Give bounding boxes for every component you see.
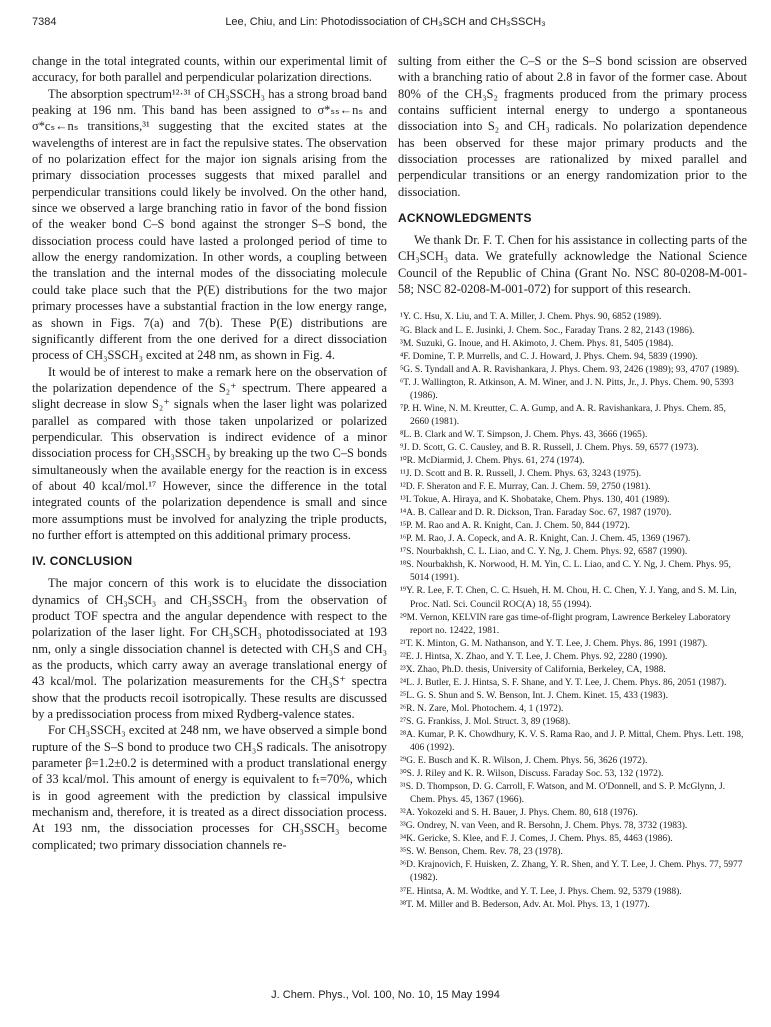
reference-item: ¹Y. C. Hsu, X. Liu, and T. A. Miller, J. Chem. Phys. 90, 6852 (1989). [400, 312, 662, 323]
reference-item: ¹³I. Tokue, A. Hiraya, and K. Shobatake, Chem. Phys. 130, 401 (1989). [400, 495, 670, 506]
reference-item: ²⁵L. G. S. Shun and S. W. Benson, Int. J. Chem. Kinet. 15, 433 (1983). [400, 690, 668, 701]
reference-item: ¹⁰R. McDiarmid, J. Chem. Phys. 61, 274 (1974). [400, 455, 585, 466]
reference-item: ²G. Black and L. E. Jusinki, J. Chem. Soc., Faraday Trans. 2 82, 2143 (1986). [400, 325, 695, 336]
acknowledgments-paragraph: We thank Dr. F. T. Chen for his assistance in collecting parts of the CH₃SCH₃ data. We gratefully acknowledge the National Science Council of the Republic of China (Grant No. NSC 80-0208-M-001-58; NSC 82-0208-M-001-072) for support of this research. [398, 233, 747, 297]
conclusion-paragraph: For CH₃SSCH₃ excited at 248 nm, we have observed a simple bond rupture of the S–S bond to produce two CH₃S radicals. The anisotropy parameter β=1.2±0.2 is determined with a product translational energy of 33 kcal/mol. This amount of energy is equivalent to fₜ=70%, which is in good agreement with the prediction by classical impulsive mechanism and, therefore, it is treated as a direct dissociation process. At 193 nm, the dissociation processes for CH₃SSCH₃ become complicated; two primary dissociation channels re- [32, 723, 387, 852]
reference-item: ³M. Suzuki, G. Inoue, and H. Akimoto, J. Chem. Phys. 81, 5405 (1984). [400, 338, 674, 349]
reference-item: ²⁶R. N. Zare, Mol. Photochem. 4, 1 (1972). [400, 703, 564, 714]
body-paragraph: It would be of interest to make a remark here on the observation of the polarization dependence of the S₂⁺ spectrum. There appeared a slight decrease in slow S₂⁺ signals when the laser light was polarized parallel as compared with those taken unpolarized or polarized perpendicular. This observation is indirect evidence of a minor dissociation process for CH₃SSCH₃ by breaking up the two C–S bonds simultaneously when the available energy for the reaction is in excess of about 40 kcal/mol.¹⁷ However, since the difference in the total integrated counts of the polarization dependence is small and since more assumptions must be involved for analyzing the triple products, no further effort is attempted on this additional primary process. [32, 364, 387, 542]
reference-item: ³¹S. D. Thompson, D. G. Carroll, F. Watson, and M. O'Donnell, and S. P. McGlynn, J. Chem. Phys. 45, 1367 (1966). [400, 782, 726, 806]
reference-item: ⁹J. D. Scott, G. C. Causley, and B. R. Russell, J. Chem. Phys. 59, 6577 (1973). [400, 442, 699, 453]
reference-item: ³⁰S. J. Riley and K. R. Wilson, Discuss. Faraday Soc. 53, 132 (1972). [400, 769, 664, 780]
reference-item: ¹⁷S. Nourbakhsh, C. L. Liao, and C. Y. Ng, J. Chem. Phys. 92, 6587 (1990). [400, 547, 688, 558]
reference-item: ¹⁴A. B. Callear and D. R. Dickson, Tran. Faraday Soc. 67, 1987 (1970). [400, 508, 672, 519]
reference-item: ²²E. J. Hintsa, X. Zhao, and Y. T. Lee, J. Chem. Phys. 92, 2280 (1990). [400, 651, 668, 662]
left-column [32, 53, 387, 853]
page-header [18, 14, 753, 34]
page-footer-citation: J. Chem. Phys., Vol. 100, No. 10, 15 May 1994 [271, 989, 500, 1001]
reference-item: ²⁸A. Kumar, P. K. Chowdhury, K. V. S. Rama Rao, and J. P. Mittal, Chem. Phys. Lett. 198, 406 (1992). [400, 729, 744, 754]
body-paragraph-continuation: sulting from either the C–S or the S–S bond scission are observed with a branching ratio of about 2.8 in favor of the former case. About 80% of the CH₃S₂ fragments produced from the primary process contains sufficient internal energy to undergo a spontaneous dissociation into S₂ and CH₃ radicals. No polarization dependence has been observed for these major primary products and the dissociation processes are rationalized by mixed parallel and perpendicular transitions or an energy randomization prior to the dissociation. [398, 54, 747, 199]
reference-item: ²³X. Zhao, Ph.D. thesis, University of California, Berkeley, CA, 1988. [400, 664, 666, 675]
section-heading-acknowledgments: ACKNOWLEDGMENTS [398, 211, 532, 226]
body-paragraph: The absorption spectrum¹²·³¹ of CH₃SSCH₃ has a strong broad band peaking at 196 nm. This band has been assigned to σ*ₛₛ←nₛ and σ*cₛ←nₛ transitions,³¹ suggesting that the excited states at the wavelengths of interest are in fact the repulsive states. The observation of no polarization effect for the major ion signals arising from the primary dissociation processes suggests that mixed parallel and perpendicular transitions could likely be involved. On the other hand, since we observed a large branching ratio in favor of the bond fission of the weaker bond C–S bond against the stronger S–S bond, the dissociation process could have lasted a prolonged period of time to allow the energy randomization. In other words, a coupling between the translation and the internal modes of the dissociating molecule could take place such that the P(E) distributions for the two major primary processes have a substantial fraction in the low energy range, as shown in Figs. 7(a) and 7(b). These P(E) distributions are significantly different from the one derived for a direct dissociation process of CH₃SSCH₃ excited at 248 nm, as shown in Fig. 4. [32, 86, 387, 363]
body-paragraph: change in the total integrated counts, within our experimental limit of accuracy, for both parallel and perpendicular polarization directions. [32, 54, 387, 85]
reference-item: ³³G. Ondrey, N. van Veen, and R. Bersohn, J. Chem. Phys. 78, 3732 (1983). [400, 821, 688, 832]
reference-item: ¹⁶P. M. Rao, J. A. Copeck, and A. R. Knight, Can. J. Chem. 45, 1369 (1967). [400, 534, 691, 545]
reference-item: ¹⁹Y. R. Lee, F. T. Chen, C. C. Hsueh, H. M. Chou, H. C. Chen, Y. J. Yang, and S. M. Lin, Proc. Natl. Sci. Council ROC(A) 18, 55 (1994). [400, 586, 737, 610]
reference-item: ¹⁸S. Nourbakhsh, K. Norwood, H. M. Yin, C. L. Liao, and C. Y. Ng, J. Chem. Phys. 95, 5014 (1991). [400, 560, 731, 584]
reference-item: ²⁹G. E. Busch and K. R. Wilson, J. Chem. Phys. 56, 3626 (1972). [400, 756, 648, 767]
running-title: Lee, Chiu, and Lin: Photodissociation of CH₃SCH and CH₃SSCH₃ [225, 16, 546, 28]
reference-item: ⁴F. Domine, T. P. Murrells, and C. J. Howard, J. Phys. Chem. 94, 5839 (1990). [400, 351, 698, 362]
page-number: 7384 [32, 16, 57, 28]
conclusion-paragraph: The major concern of this work is to elucidate the dissociation dynamics of CH₃SCH₃ and CH₃SSCH₃ from the observation of product TOF spectra and the angular dependence with respect to the polarization of the laser light. For CH₃SCH₃ photodissociated at 193 nm, only a single dissociation channel is detected with CH₃S and CH₃ as the products, which carry away an average translational energy of 43 kcal/mol. The polarization measurements for the CH₃S⁺ spectra show that the products recoil isotropically. These results are discussed by a predissociation process from mixed Rydberg-valence states. [32, 576, 387, 722]
reference-item: ³⁸T. M. Miller and B. Bederson, Adv. At. Mol. Phys. 13, 1 (1977). [400, 899, 650, 910]
reference-item: ¹¹J. D. Scott and B. R. Russell, J. Chem. Phys. 63, 3243 (1975). [400, 469, 642, 480]
reference-item: ⁷P. H. Wine, N. M. Kreutter, C. A. Gump, and A. R. Ravishankara, J. Phys. Chem. 85, 2660 (1981). [400, 403, 726, 427]
reference-item: ⁶T. J. Wallington, R. Atkinson, A. M. Winer, and J. N. Pitts, Jr., J. Phys. Chem. 90, 5393 (1986). [400, 377, 734, 401]
reference-item: ²¹T. K. Minton, G. M. Nathanson, and Y. T. Lee, J. Chem. Phys. 86, 1991 (1987). [400, 638, 708, 649]
reference-list [398, 311, 747, 911]
right-column [398, 53, 747, 912]
reference-item: ¹⁵P. M. Rao and A. R. Knight, Can. J. Chem. 50, 844 (1972). [400, 521, 630, 532]
reference-item: ⁵G. S. Tyndall and A. R. Ravishankara, J. Phys. Chem. 93, 2426 (1989); 93, 4707 (1989). [400, 364, 740, 375]
reference-item: ³⁵S. W. Benson, Chem. Rev. 78, 23 (1978). [400, 847, 563, 858]
section-heading-conclusion: IV. CONCLUSION [32, 554, 133, 569]
reference-item: ³⁷E. Hintsa, A. M. Wodtke, and Y. T. Lee, J. Phys. Chem. 92, 5379 (1988). [400, 886, 682, 897]
reference-item: ²⁴L. J. Butler, E. J. Hintsa, S. F. Shane, and Y. T. Lee, J. Chem. Phys. 86, 2051 (1987). [400, 677, 727, 688]
reference-item: ³²A. Yokozeki and S. H. Bauer, J. Phys. Chem. 80, 618 (1976). [400, 808, 638, 819]
reference-item: ³⁶D. Krajnovich, F. Huisken, Z. Zhang, Y. R. Shen, and Y. T. Lee, J. Chem. Phys. 77, 5977 (1982). [400, 860, 743, 884]
reference-item: ³⁴K. Gericke, S. Klee, and F. J. Comes, J. Chem. Phys. 85, 4463 (1986). [400, 834, 673, 845]
reference-item: ²⁰M. Vernon, KELVIN rare gas time-of-flight program, Lawrence Berkeley Laboratory report no. 12422, 1981. [400, 612, 731, 636]
reference-item: ²⁷S. G. Frankiss, J. Mol. Struct. 3, 89 (1968). [400, 716, 571, 727]
reference-item: ⁸L. B. Clark and W. T. Simpson, J. Chem. Phys. 43, 3666 (1965). [400, 429, 648, 440]
reference-item: ¹²D. F. Sheraton and F. E. Murray, Can. J. Chem. 59, 2750 (1981). [400, 482, 651, 493]
